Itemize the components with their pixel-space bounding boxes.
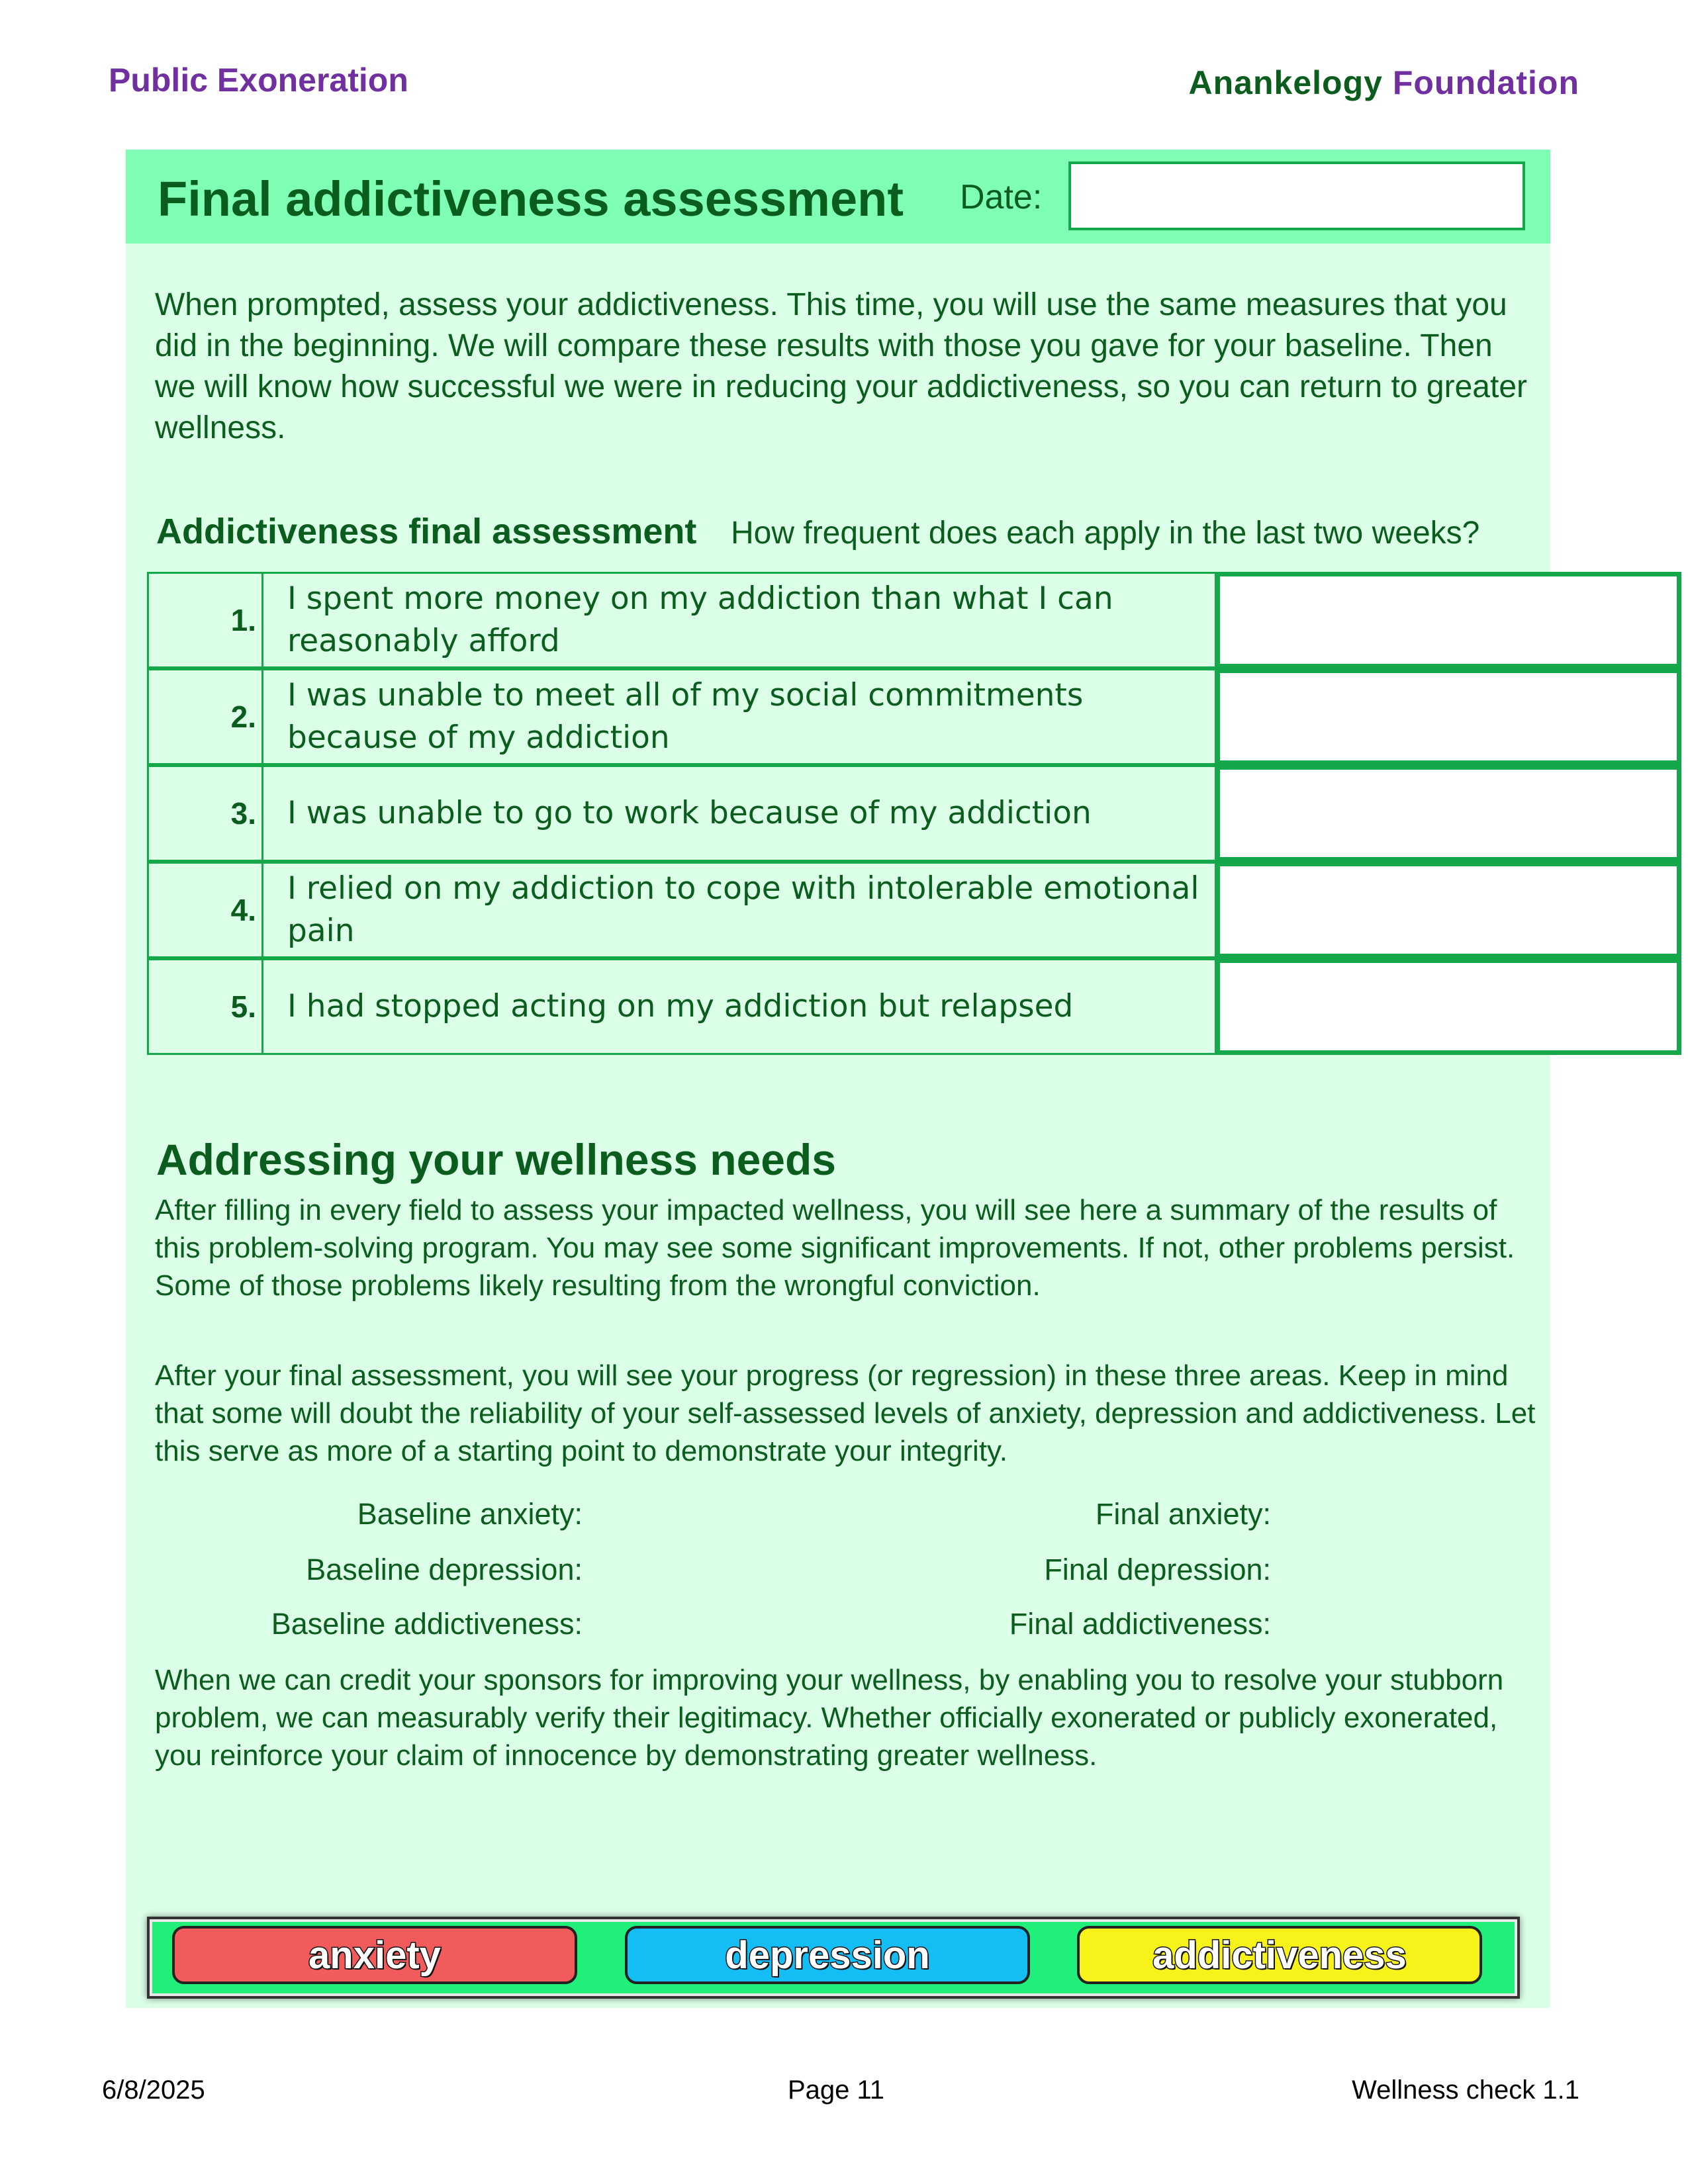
item-number: 4.: [147, 862, 263, 958]
table-row: [147, 765, 1530, 862]
assessment-question: How frequent does each apply in the last two weeks?: [731, 516, 1480, 551]
footer-version: Wellness check 1.1: [1352, 2075, 1579, 2105]
item-number: 3.: [147, 765, 263, 862]
wellness-paragraph-3: When we can credit your sponsors for improving your wellness, by enabling you to resolve your stubborn problem, we can measurably verify their legitimacy. Whether officially exonerated or publicly exonerated, you reinforce your claim of innocence by demonstrating greater wellness.: [155, 1664, 1504, 1772]
wellness-title: Addressing your wellness needs: [156, 1135, 836, 1184]
footer-date: 6/8/2025: [102, 2075, 205, 2105]
baseline-depression-label: Baseline depression:: [306, 1553, 583, 1586]
date-label: Date:: [960, 178, 1043, 216]
item-answer-field[interactable]: [1215, 958, 1681, 1055]
baseline-anxiety-label: Baseline anxiety:: [357, 1497, 583, 1531]
header-org-right-part2: Foundation: [1392, 64, 1579, 101]
wellness-paragraph-2: After your final assessment, you will see your progress (or regression) in these three areas. Keep in mind that some will doubt the reliability of your self-assessed levels of anxiety, depression and addictiveness. Let this serve as more of a starting point to demonstrate your integrity.: [155, 1359, 1536, 1467]
item-answer-field[interactable]: [1215, 862, 1681, 958]
footer-page-number: Page 11: [788, 2075, 885, 2105]
intro-paragraph: When prompted, assess your addictiveness. This time, you will use the same measures that you did in the beginning. We will compare these results with those you gave for your baseline. Then we will know how successful we were in reducing your addictiveness, so you can return to greater wellness.: [155, 287, 1527, 445]
item-answer-field[interactable]: [1215, 765, 1681, 862]
depression-button[interactable]: depression: [625, 1926, 1030, 1984]
table-row: [147, 572, 1530, 668]
header-org-left: Public Exoneration: [109, 62, 408, 99]
header-org-right: [1189, 64, 1579, 102]
form-title: Final addictiveness assessment: [158, 171, 904, 226]
item-text: I was unable to go to work because of my addiction: [261, 765, 1217, 862]
wellness-paragraph-1: After filling in every field to assess your impacted wellness, you will see here a summary of the results of this problem-solving program. You may see some significant improvements. If not, other problems persist. Some of those problems likely resulting from the wrongful conviction.: [155, 1194, 1515, 1302]
item-number: 1.: [147, 572, 263, 668]
assessment-title: Addictiveness final assessment: [156, 512, 697, 551]
item-text: I relied on my addiction to cope with intolerable emotional pain: [261, 862, 1217, 958]
baseline-addictiveness-label: Baseline addictiveness:: [271, 1607, 583, 1641]
anxiety-button[interactable]: anxiety: [172, 1926, 577, 1984]
table-row: [147, 862, 1530, 958]
item-text: I spent more money on my addiction than what I can reasonably afford: [261, 572, 1217, 668]
final-addictiveness-label: Final addictiveness:: [1009, 1607, 1271, 1641]
final-anxiety-label: Final anxiety:: [1095, 1497, 1271, 1531]
item-answer-field[interactable]: [1215, 668, 1681, 765]
addictiveness-button[interactable]: addictiveness: [1077, 1926, 1482, 1984]
item-number: 2.: [147, 668, 263, 765]
header-org-right-part1: Anankelogy: [1188, 64, 1383, 101]
assessment-table: [147, 572, 1530, 1054]
table-row: [147, 668, 1530, 765]
date-field[interactable]: [1068, 161, 1525, 230]
item-text: I had stopped acting on my addiction but relapsed: [261, 958, 1217, 1055]
item-text: I was unable to meet all of my social commitments because of my addiction: [261, 668, 1217, 765]
final-depression-label: Final depression:: [1044, 1553, 1271, 1586]
table-row: [147, 958, 1530, 1055]
item-number: 5.: [147, 958, 263, 1055]
item-answer-field[interactable]: [1215, 572, 1681, 668]
